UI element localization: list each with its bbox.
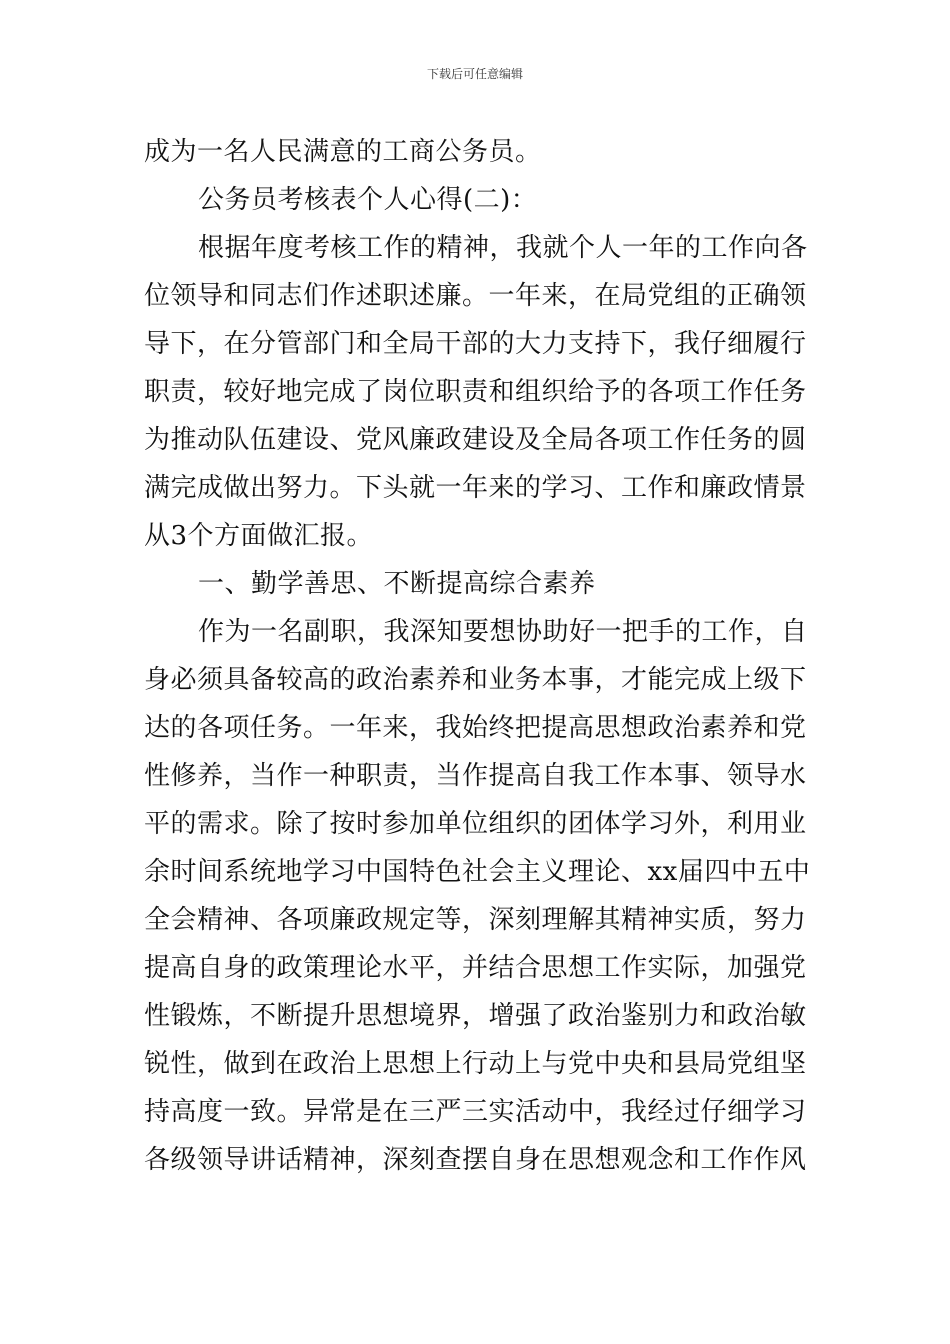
document-body <box>144 128 810 1184</box>
body-line: 为推动队伍建设、党风廉政建设及全局各项工作任务的圆 <box>144 425 807 455</box>
body-line: 从3个方面做汇报。 <box>144 521 374 551</box>
body-line: 满完成做出努力。下头就一年来的学习、工作和廉政情景 <box>144 473 807 503</box>
body-line: 性锻炼，不断提升思想境界，增强了政治鉴别力和政治敏 <box>144 1001 807 1031</box>
body-line: 锐性，做到在政治上思想上行动上与党中央和县局党组坚 <box>144 1049 807 1079</box>
body-line: 达的各项任务。一年来，我始终把提高思想政治素养和党 <box>144 713 807 743</box>
body-line: 提高自身的政策理论水平，并结合思想工作实际，加强党 <box>144 953 807 983</box>
body-line: 全会精神、各项廉政规定等，深刻理解其精神实质，努力 <box>144 905 807 935</box>
body-line: 成为一名人民满意的工商公务员。 <box>144 137 542 167</box>
body-line: 位领导和同志们作述职述廉。一年来，在局党组的正确领 <box>144 281 807 311</box>
section-subtitle: 公务员考核表个人心得(二)： <box>198 185 538 215</box>
body-line: 持高度一致。异常是在三严三实活动中，我经过仔细学习 <box>144 1097 807 1127</box>
body-line: 职责，较好地完成了岗位职责和组织给予的各项工作任务 <box>144 377 807 407</box>
body-line: 各级领导讲话精神，深刻查摆自身在思想观念和工作作风 <box>144 1145 807 1175</box>
body-line: 身必须具备较高的政治素养和业务本事，才能完成上级下 <box>144 665 807 695</box>
page-header-note: 下载后可任意编辑 <box>426 67 523 81</box>
body-line: 余时间系统地学习中国特色社会主义理论、xx届四中五中 <box>144 857 811 887</box>
body-line: 导下，在分管部门和全局干部的大力支持下，我仔细履行 <box>144 329 807 359</box>
paragraph-start-line: 作为一名副职，我深知要想协助好一把手的工作，自 <box>198 617 808 647</box>
body-line: 性修养，当作一种职责，当作提高自我工作本事、领导水 <box>144 761 807 791</box>
body-line: 平的需求。除了按时参加单位组织的团体学习外，利用业 <box>144 809 807 839</box>
section-heading: 一、勤学善思、不断提高综合素养 <box>198 569 596 599</box>
paragraph-start-line: 根据年度考核工作的精神，我就个人一年的工作向各 <box>198 233 808 263</box>
